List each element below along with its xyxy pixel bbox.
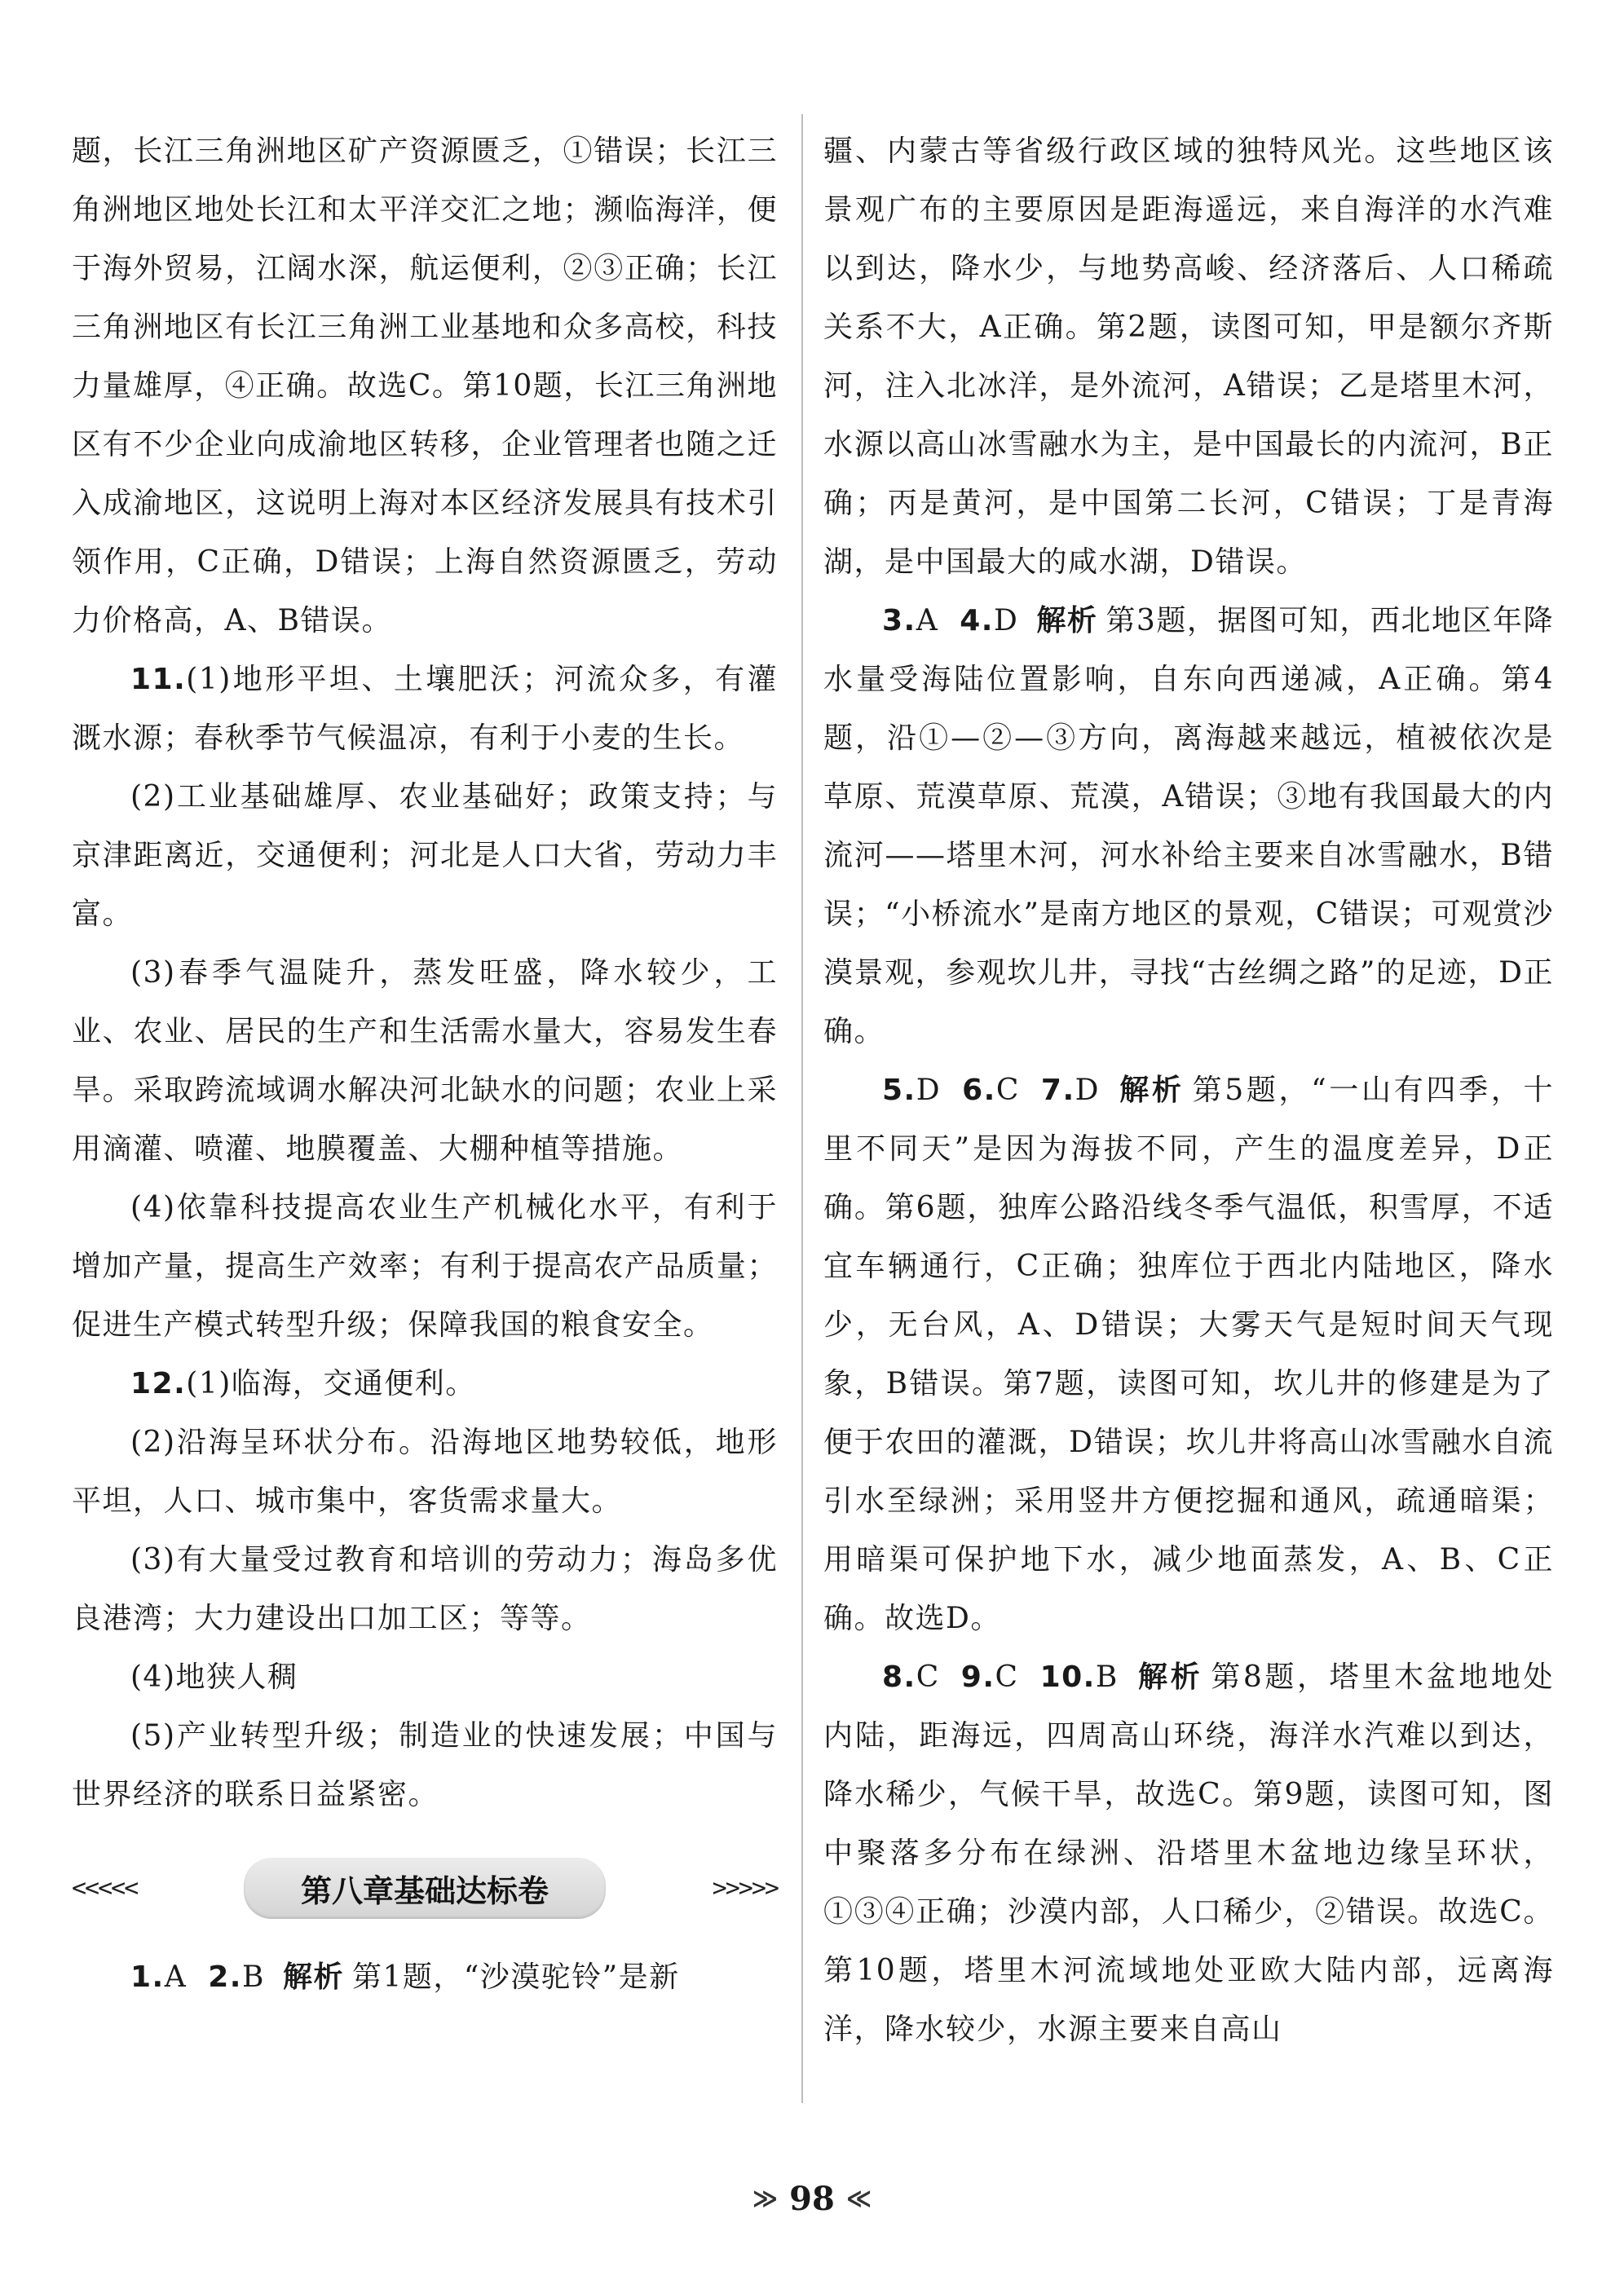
page-footer [0, 2180, 1624, 2218]
q12-part5: (5)产业转型升级；制造业的快速发展；中国与世界经济的联系日益紧密。 [72, 1719, 778, 1811]
q11-number: 11. [130, 663, 187, 696]
section-title: 第八章基础达标卷 [244, 1858, 606, 1919]
answer-3-4: 3.A 4.D 解析 第3题，据图可知，西北地区年降水量受海陆位置影响，自东向西递减，A正确。第4题，沿①—②—③方向，离海越来越远，植被依次是草原、荒漠草原、荒漠，A错误；③地有我国最大的内流河——塔里木河，河水补给主要来自冰雪融水，B错误；“小桥流水”是南方地区的景观，C错误；可观赏沙漠景观，参观坎儿井，寻找“古丝绸之路”的足迹，D正确。 [823, 604, 1554, 1048]
answer-8-10: 8.C 9.C 10.B 解析 第8题，塔里木盆地地处内陆，距海远，四周高山环绕，海洋水汽难以到达，降水稀少，气候干旱，故选C。第9题，读图可知，图中聚落多分布在绿洲、沿塔里木盆地边缘呈环状，①③④正确；沙漠内部，人口稀少，②错误。故选C。第10题，塔里木河流域地处亚欧大陆内部，远离海洋，降水较少，水源主要来自高山 [823, 1660, 1554, 2046]
q11-part3: (3)春季气温陡升，蒸发旺盛，降水较少，工业、农业、居民的生产和生活需水量大，容易发生春旱。采取跨流域调水解决河北缺水的问题；农业上采用滴灌、喷灌、地膜覆盖、大棚种植等措施。 [72, 956, 778, 1166]
answer-paragraph: 疆、内蒙古等省级行政区域的独特风光。这些地区该景观广布的主要原因是距海遥远，来自海洋的水汽难以到达，降水少，与地势高峻、经济落后、人口稀疏关系不大，A正确。第2题，读图可知，甲是额尔齐斯河，注入北冰洋，是外流河，A错误；乙是塔里木河，水源以高山冰雪融水为主，是中国最长的内流河，B正确；丙是黄河，是中国第二长河，C错误；丁是青海湖，是中国最大的咸水湖，D错误。 [823, 135, 1554, 579]
footer-mark-right: ≪ [845, 2185, 872, 2213]
left-arrows: <<<<< [72, 1873, 138, 1903]
answer-1-2: 1.A 2.B 解析 第1题，“沙漠驼铃”是新 [130, 1960, 680, 1994]
column-divider [801, 114, 803, 2103]
q12-number: 12. [130, 1367, 187, 1400]
q12-part4: (4)地狭人稠 [130, 1660, 298, 1694]
answer-paragraph: 题，长江三角洲地区矿产资源匮乏，①错误；长江三角洲地区地处长江和太平洋交汇之地；濒临海洋，便于海外贸易，江阔水深，航运便利，②③正确；长江三角洲地区有长江三角洲工业基地和众多高校，科技力量雄厚，④正确。故选C。第10题，长江三角洲地区有不少企业向成渝地区转移，企业管理者也随之迁入成渝地区，这说明上海对本区经济发展具有技术引领作用，C正确，D错误；上海自然资源匮乏，劳动力价格高，A、B错误。 [72, 135, 778, 637]
page-number: 98 [789, 2180, 835, 2218]
q11-part2: (2)工业基础雄厚、农业基础好；政策支持；与京津距离近，交通便利；河北是人口大省，劳动力丰富。 [72, 780, 778, 931]
analysis-label: 解析 [1118, 1074, 1185, 1107]
q12-part2: (2)沿海呈环状分布。沿海地区地势较低，地形平坦，人口、城市集中，客货需求量大。 [72, 1426, 778, 1518]
section-header [72, 1857, 778, 1919]
analysis-label: 解析 [1136, 1660, 1203, 1694]
q12-part1: 12.(1)临海，交通便利。 [130, 1367, 476, 1400]
analysis-label: 解析 [282, 1960, 344, 1994]
analysis-label: 解析 [1036, 604, 1098, 637]
right-arrows: >>>>> [712, 1873, 778, 1903]
answer-5-7: 5.D 6.C 7.D 解析 第5题，“一山有四季，十里不同天”是因为海拔不同，产生的温度差异，D正确。第6题，独库公路沿线冬季气温低，积雪厚，不适宜车辆通行，C正确；独库位于西北内陆地区，降水少，无台风，A、D错误；大雾天气是短时间天气现象，B错误。第7题，读图可知，坎儿井的修建是为了便于农田的灌溉，D错误；坎儿井将高山冰雪融水自流引水至绿洲；采用竖井方便挖掘和通风，疏通暗渠；用暗渠可保护地下水，减少地面蒸发，A、B、C正确。故选D。 [823, 1074, 1554, 1635]
q11-part4: (4)依靠科技提高农业生产机械化水平，有利于增加产量，提高生产效率；有利于提高农产品质量；促进生产模式转型升级；保障我国的粮食安全。 [72, 1191, 778, 1342]
q11-part1: 11.(1)地形平坦、土壤肥沃；河流众多，有灌溉水源；春秋季节气候温凉，有利于小麦的生长。 [72, 663, 778, 755]
footer-mark-left: ≫ [752, 2185, 779, 2213]
left-column [72, 122, 778, 2007]
right-column [823, 122, 1554, 2059]
q12-part3: (3)有大量受过教育和培训的劳动力；海岛多优良港湾；大力建设出口加工区；等等。 [72, 1543, 778, 1635]
